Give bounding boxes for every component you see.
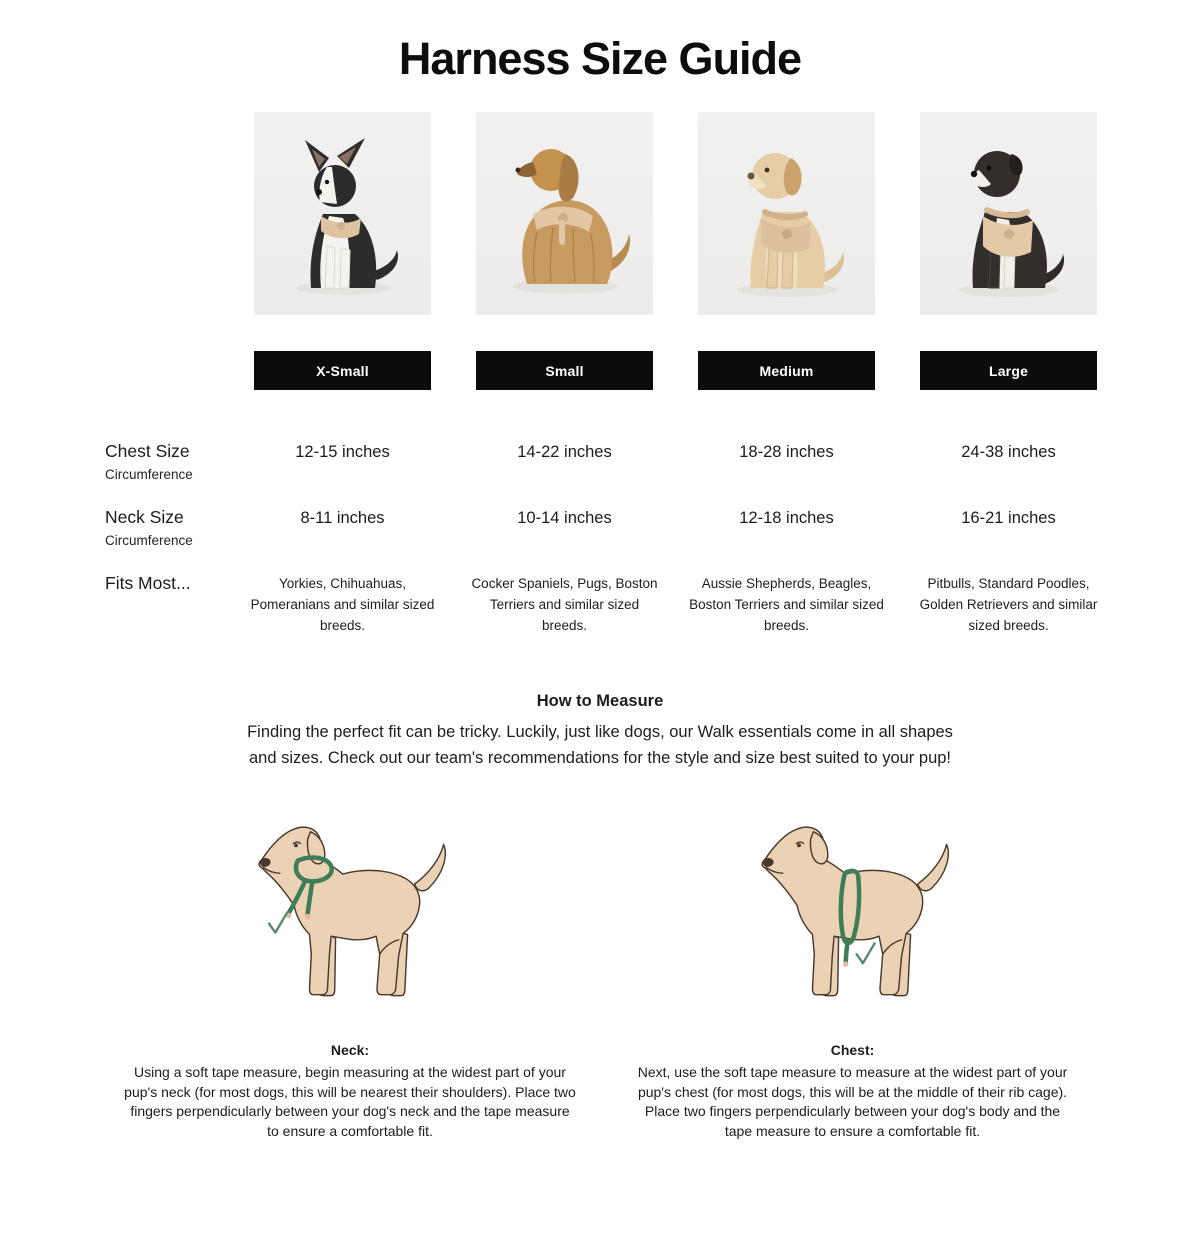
neck-instruction-heading: Neck: (330, 1042, 370, 1058)
fits-value-small: Cocker Spaniels, Pugs, Boston Terriers and similar sized breeds. (471, 576, 658, 633)
chest-size-row-header (0, 441, 209, 483)
size-photos-row (0, 112, 1097, 315)
chest-value-large: 24-38 inches (961, 443, 1056, 461)
harness-size-guide-page (0, 34, 1200, 1234)
size-label-xsmall: X-Small (254, 351, 431, 390)
size-labels-row (0, 351, 1097, 390)
chest-size-title: Chest Size (105, 441, 190, 461)
size-label-medium: Medium (698, 351, 875, 390)
fits-most-row (0, 573, 1097, 636)
size-label-large: Large (920, 351, 1097, 390)
dachshund-photo-icon (476, 112, 653, 315)
how-to-measure-intro: Finding the perfect fit can be tricky. Luckily, just like dogs, our Walk essentials come in all shapes and sizes. Check out our team's recommendations for the style and size best suited to your pup! (247, 723, 953, 767)
pitbull-photo-icon (920, 112, 1097, 315)
chihuahua-photo-icon (254, 112, 431, 315)
neck-size-row-header (0, 507, 209, 549)
chest-value-xsmall: 12-15 inches (295, 443, 390, 461)
dog-chest-measure-illustration-icon (745, 821, 961, 1010)
photo-small (476, 112, 653, 315)
how-to-measure-heading: How to Measure (536, 692, 664, 710)
neck-value-large: 16-21 inches (961, 509, 1056, 527)
labrador-photo-icon (698, 112, 875, 315)
fits-most-row-header (0, 573, 209, 636)
neck-value-medium: 12-18 inches (739, 509, 834, 527)
dog-neck-measure-illustration-icon (242, 821, 458, 1010)
fits-most-title: Fits Most... (105, 573, 191, 593)
photo-medium (698, 112, 875, 315)
chest-measure-column (625, 821, 1080, 1141)
neck-size-title: Neck Size (105, 507, 184, 527)
chest-instruction-body: Next, use the soft tape measure to measure at the widest part of your pup's chest (for most dogs, this will be at the middle of their rib cage). Place two fingers perpendicularly between your dog's body and the tape measure to ensure a comfortable fit. (637, 1064, 1068, 1139)
chest-value-small: 14-22 inches (517, 443, 612, 461)
neck-size-subtitle: Circumference (105, 533, 193, 548)
chest-value-medium: 18-28 inches (739, 443, 834, 461)
page-title: Harness Size Guide (398, 33, 802, 84)
size-label-small: Small (476, 351, 653, 390)
check-icon (269, 913, 287, 933)
fits-value-large: Pitbulls, Standard Poodles, Golden Retrievers and similar sized breeds. (919, 576, 1098, 633)
fits-value-xsmall: Yorkies, Chihuahuas, Pomeranians and similar sized breeds. (250, 576, 435, 633)
neck-value-xsmall: 8-11 inches (300, 509, 385, 527)
check-icon (856, 943, 874, 963)
neck-value-small: 10-14 inches (517, 509, 612, 527)
chest-size-subtitle: Circumference (105, 467, 193, 482)
neck-instruction-body: Using a soft tape measure, begin measuring at the widest part of your pup's neck (for most dogs, this will be nearest their shoulders). Place two fingers perpendicularly between your dog's neck and the tape measure to ensure a comfortable fit. (124, 1064, 576, 1139)
chest-instruction-heading: Chest: (830, 1042, 875, 1058)
photo-large (920, 112, 1097, 315)
neck-size-row (0, 507, 1097, 549)
chest-size-row (0, 441, 1097, 483)
fits-value-medium: Aussie Shepherds, Beagles, Boston Terriers and similar sized breeds. (689, 576, 884, 633)
measuring-diagrams-row (0, 821, 1200, 1141)
photo-xsmall (254, 112, 431, 315)
neck-measure-column (120, 821, 580, 1141)
